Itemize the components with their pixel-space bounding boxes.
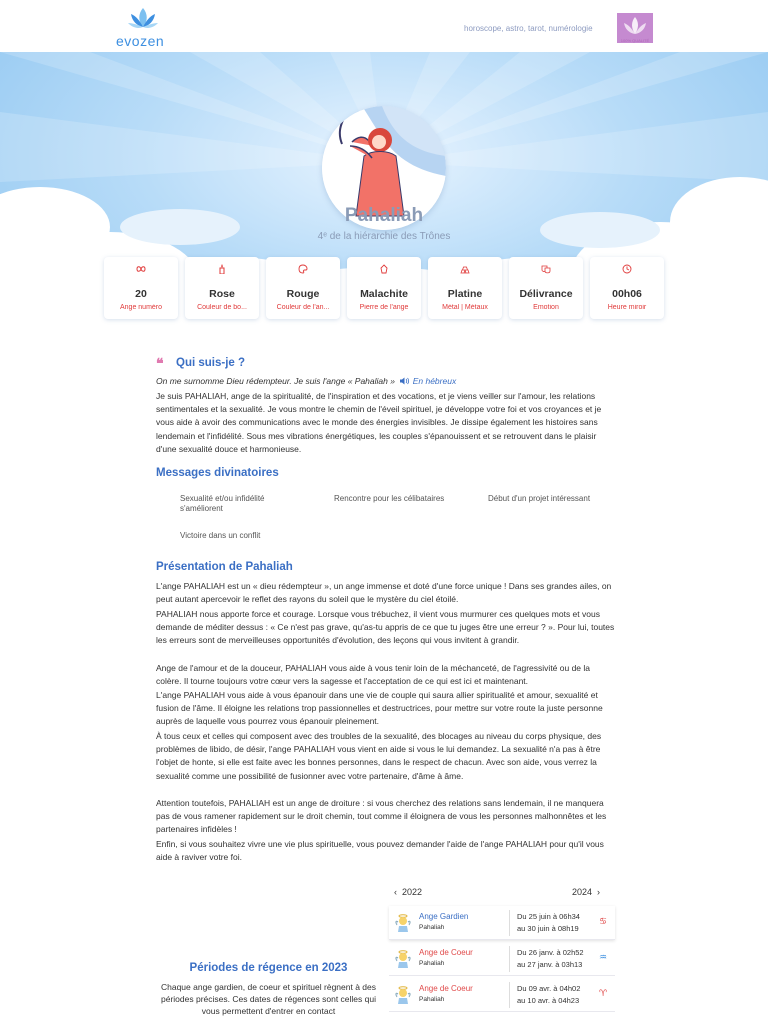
aquarius-sign-icon: ♒ [599,953,608,963]
angel-name: Pahaliah [344,205,424,226]
card-angel-number[interactable] [104,257,178,319]
next-year-button[interactable] [572,887,600,897]
presentation-paragraph: PAHALIAH nous apporte force et courage. Lorsque vous trébuchez, il vient vous murmurer ces quelques mots et vous demande de méditer dessus : « Ce n'est pas grave, qu'as-tu appris de ce que tu juges être une erreur ? ». Pour lui, toutes les erreurs sont de merveilleuses opportunités d'évolution, des leçons qui vous invitent à grandir. [156,609,615,646]
clock-icon [622,264,632,274]
row-divider [509,910,510,936]
row-date-start: Du 09 avr. à 04h02 [517,984,581,993]
row-divider [509,946,510,972]
attribute-cards [104,257,664,319]
quote-icon: ❝ [156,357,164,372]
row-date-start: Du 26 janv. à 02h52 [517,948,584,957]
card-value: 00h06 [612,288,642,300]
presentation-paragraph: Attention toutefois, PAHALIAH est un ange de droiture : si vous cherchez des relations sans lendemain, il ne manquera pas de vous ramener rapidement sur le droit chemin, tout comme il éloignera de vous les personnes malhonnêtes et les partenaires infidèles ! [156,798,607,835]
candle-icon [217,264,227,274]
card-candle-color[interactable] [185,257,259,319]
messages-title: Messages divinatoires [156,467,279,479]
card-value: Rouge [286,288,320,300]
chevron-right-icon: › [597,887,601,897]
hero-banner [0,52,768,347]
lotus-logo-icon [127,6,159,32]
row-date-end: au 27 janv. à 03h13 [517,960,583,969]
card-metal[interactable] [428,257,502,319]
row-angel-name: Pahaliah [419,960,445,967]
card-value: Platine [447,288,483,300]
gem-icon [379,264,389,274]
regence-text: Chaque ange gardien, de coeur et spirituel règnent à des périodes précises. Ces dates de régences sont celles qui vous permettent d'entrer en contact [160,982,376,1016]
card-mirror-hour[interactable] [590,257,664,319]
cancer-sign-icon: ♋ [599,917,608,927]
row-type: Ange de Coeur [419,948,473,957]
row-angel-name: Pahaliah [419,996,445,1003]
metal-bars-icon [460,264,470,274]
regence-title: Périodes de régence en 2023 [189,962,348,974]
angel-icon [395,949,411,969]
row-angel-name: Pahaliah [419,924,445,931]
card-value: 20 [135,288,147,300]
masks-icon [541,264,551,274]
card-value: Rose [209,288,235,300]
presentation-paragraph: L'ange PAHALIAH est un « dieu rédempteur », un ange immense et doté d'une force unique ! Dans ses grandes ailes, on peut autant apercevoir le reflet des rayons du soleil que le mystère du ciel étoilé. [156,581,612,605]
regence-row[interactable] [389,906,615,940]
presentation-title: Présentation de Pahaliah [156,561,293,573]
card-value: Malachite [360,288,408,300]
card-label: Ange numéro [119,304,163,311]
card-stone[interactable] [347,257,421,319]
card-value: Délivrance [519,288,573,300]
presentation-paragraph: Enfin, si vous souhaitez vivre une vie plus spirituelle, vous pouvez demander l'aide de l'ange PAHALIAH pour qu'il vous aide à raviver votre foi. [156,839,604,863]
angel-subtitle: 4ᵉ de la hiérarchie des Trônes [317,231,451,242]
message-item: Rencontre pour les célibataires [334,494,445,503]
row-date-end: au 10 avr. à 04h23 [517,996,580,1005]
row-divider [509,982,510,1008]
presentation-paragraph: À tous ceux et celles qui composent avec des troubles de la sexualité, des blocages au niveau du corps physique, des problèmes de libido, de désir, l'ange PAHALIAH vous vient en aide si vous le lui demandez. La sexualité n'a pas à être l'objet de honte, si elle est faite avec les bonnes personnes, dans le respect de chacun. Avec son aide, vous verrez la sexualité comme une possibilité de fusionner avec votre partenaire, d'âme à âme. [156,731,602,781]
message-item: Début d'un projet intéressant [488,494,591,503]
card-label: Couleur de l'an... [276,304,330,311]
angel-icon [395,913,411,933]
card-emotion[interactable] [509,257,583,319]
who-intro-text: On me surnomme Dieu rédempteur. Je suis l'ange « Pahaliah » [156,376,395,386]
regence-row[interactable] [389,978,615,1012]
card-label: Émotion [533,304,559,311]
top-bar [0,0,768,52]
row-type: Ange Gardien [419,912,469,921]
row-type: Ange de Coeur [419,984,473,993]
who-text: Je suis PAHALIAH, ange de la spiritualité, de l'inspiration et des vocations, et je viens veiller sur l'amour, les relations sentimentales et la sexualité. Je vous montre le chemin de l'éveil spirituel, je développe votre foi et vos croyances et je vous aide à avoir des communications avec le monde des énergies invisibles. Je dissipe également les histoires sans lendemain et l'infidélité. Sous mes vibrations énergétiques, les couples s'épanouissent et se retrouvent dans le plaisir d'une sexualité douce et harmonieuse. [156,391,602,454]
infinity-icon [136,264,146,274]
card-label: Heure miroir [607,304,647,311]
row-date-end: au 30 juin à 08h19 [517,924,579,933]
quality-badge-label: 100% QUALITÉ [620,38,650,43]
message-item: Sexualité et/ou infidélité s'améliorent [180,494,265,513]
who-title: Qui suis-je ? [176,357,246,369]
hebrew-link[interactable]: En hébreux [412,376,457,386]
card-angel-color[interactable] [266,257,340,319]
site-logo[interactable] [112,6,172,48]
angel-icon [395,985,411,1005]
card-label: Pierre de l'ange [359,304,409,311]
card-label: Métal | Métaux [442,304,488,311]
chevron-left-icon: ‹ [394,887,397,897]
prev-year-button[interactable] [394,887,422,897]
top-links[interactable]: horoscope, astro, tarot, numérologie [464,24,593,33]
palette-icon [298,264,308,274]
row-date-start: Du 25 juin à 06h34 [517,912,580,921]
who-intro [156,376,456,386]
presentation-paragraph: L'ange PAHALIAH vous aide à vous épanouir dans une vie de couple qui saura allier spiritualité et amour, sexualité et fusion de l'âme. Il éloigne les relations trop passionnelles et destructrices, pour mettre sur votre route la juste personne auprès de laquelle vous pourrez vous épanouir pleinement. [156,690,603,727]
card-label: Couleur de bo... [197,304,247,311]
aries-sign-icon: ♈ [599,989,608,999]
logo-text: evozen [116,33,165,49]
presentation-paragraph: Ange de l'amour et de la douceur, PAHALIAH vous aide à vous tenir loin de la méchanceté, de l'agressivité ou de la colère. Il tourne toujours votre cœur vers la sagesse et l'acceptation de ce qui est ici et maintenant. [156,663,591,687]
next-year-label: 2024 [572,887,593,897]
regence-row[interactable] [389,942,615,976]
message-item: Victoire dans un conflit [180,531,261,540]
speaker-icon[interactable] [400,377,410,385]
prev-year-label: 2022 [402,887,423,897]
